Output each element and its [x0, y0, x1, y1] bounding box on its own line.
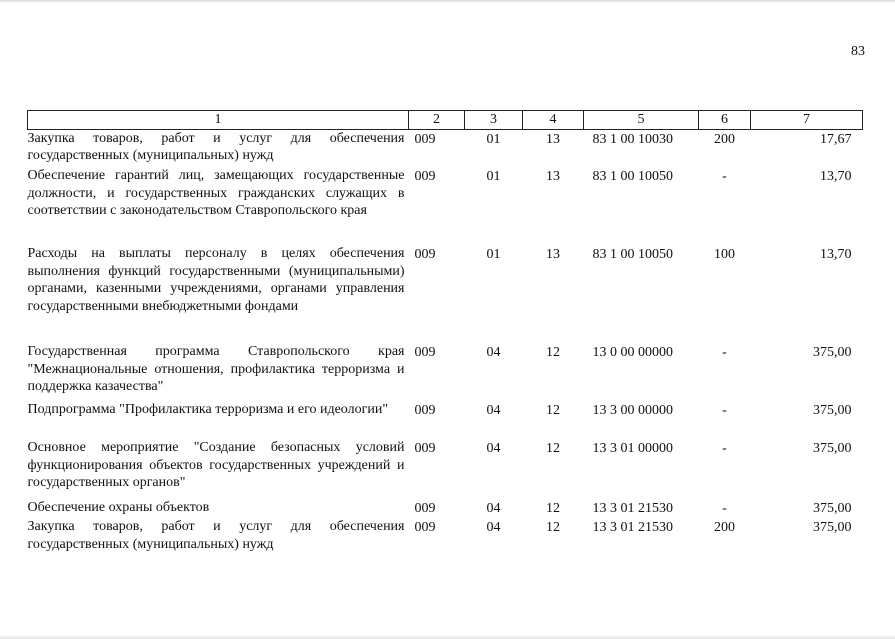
- table-body: [28, 129, 863, 556]
- row-amount: 375,00: [813, 501, 852, 516]
- row-ministry-code: 009: [414, 501, 436, 516]
- column-header-5: 5: [584, 111, 699, 130]
- row-subsection-code: 12: [546, 501, 560, 516]
- row-amount: 13,70: [820, 169, 852, 184]
- row-section-code: 01: [486, 247, 501, 262]
- row-expense-type: -: [722, 169, 727, 184]
- row-subsection-code: 13: [546, 169, 560, 184]
- table-row: [28, 518, 863, 556]
- row-description: Расходы на выплаты персоналу в целях обеспечения выполнения функций государственными (муниципальными) органами, казенными учреждениями, органами управления государственными внебюджетными фондами: [27, 246, 405, 314]
- table-row: [28, 439, 863, 499]
- row-amount: 17,67: [820, 131, 852, 147]
- row-expense-type: -: [722, 441, 727, 456]
- column-header-2: 2: [409, 111, 465, 130]
- row-subsection-code: 13: [546, 131, 560, 147]
- table-row: [28, 343, 863, 401]
- row-expense-type: 200: [714, 520, 735, 535]
- row-ministry-code: 009: [414, 247, 436, 262]
- row-description: Закупка товаров, работ и услуг для обеспечения государственных (муниципальных) нужд: [27, 519, 405, 552]
- table-header: [28, 111, 863, 130]
- row-expense-type: -: [722, 345, 727, 360]
- row-description: Государственная программа Ставропольского края "Межнациональные отношения, профилактика терроризма и поддержка казачества": [27, 344, 405, 394]
- row-target-article: 83 1 00 10030: [592, 131, 673, 147]
- row-target-article: 13 3 01 21530: [592, 520, 673, 535]
- table-row: [28, 499, 863, 518]
- scan-edge-top: [0, 0, 895, 3]
- budget-table: [27, 110, 863, 556]
- row-ministry-code: 009: [414, 345, 436, 360]
- row-target-article: 83 1 00 10050: [592, 247, 673, 262]
- row-section-code: 04: [486, 501, 501, 516]
- row-section-code: 04: [486, 520, 501, 535]
- row-description: Обеспечение охраны объектов: [27, 500, 210, 515]
- row-amount: 375,00: [813, 520, 852, 535]
- row-target-article: 13 3 01 21530: [592, 501, 673, 516]
- row-description: Обеспечение гарантий лиц, замещающих государственные должности, и государственных гражданских служащих в соответствии с законодательством Ставропольского края: [27, 168, 405, 218]
- row-section-code: 01: [486, 131, 501, 147]
- row-expense-type: -: [722, 501, 727, 516]
- row-subsection-code: 12: [546, 345, 560, 360]
- page-number: 83: [851, 44, 865, 59]
- column-header-7: 7: [751, 111, 863, 130]
- row-section-code: 04: [486, 345, 501, 360]
- row-subsection-code: 12: [546, 403, 560, 418]
- row-section-code: 01: [486, 169, 501, 184]
- row-target-article: 13 3 01 00000: [592, 441, 673, 456]
- table-row: [28, 167, 863, 245]
- row-target-article: 13 0 00 00000: [592, 345, 673, 360]
- row-ministry-code: 009: [414, 441, 436, 456]
- row-ministry-code: 009: [414, 131, 436, 147]
- table-row: [28, 401, 863, 439]
- row-subsection-code: 12: [546, 520, 560, 535]
- header-row: [28, 111, 863, 130]
- column-header-1: 1: [28, 111, 409, 130]
- row-ministry-code: 009: [414, 520, 436, 535]
- row-subsection-code: 12: [546, 441, 560, 456]
- row-subsection-code: 13: [546, 247, 560, 262]
- row-expense-type: -: [722, 403, 727, 418]
- row-expense-type: 100: [714, 247, 735, 262]
- table-row: [28, 245, 863, 343]
- row-target-article: 83 1 00 10050: [592, 169, 673, 184]
- column-header-6: 6: [699, 111, 751, 130]
- row-section-code: 04: [486, 441, 501, 456]
- row-ministry-code: 009: [414, 169, 436, 184]
- row-description: Подпрограмма "Профилактика терроризма и его идеологии": [27, 402, 389, 417]
- column-header-4: 4: [523, 111, 584, 130]
- row-amount: 375,00: [813, 345, 852, 360]
- table-row: [28, 129, 863, 167]
- row-description: Закупка товаров, работ и услуг для обеспечения государственных (муниципальных) нужд: [27, 130, 405, 163]
- row-description: Основное мероприятие "Создание безопасных условий функционирования объектов государственных учреждений и государственных органов": [27, 440, 405, 490]
- row-amount: 375,00: [813, 441, 852, 456]
- row-target-article: 13 3 00 00000: [592, 403, 673, 418]
- scan-edge-bottom: [0, 635, 895, 639]
- row-amount: 375,00: [813, 403, 852, 418]
- row-expense-type: 200: [714, 131, 735, 147]
- column-header-3: 3: [465, 111, 523, 130]
- row-ministry-code: 009: [414, 403, 436, 418]
- row-amount: 13,70: [820, 247, 852, 262]
- row-section-code: 04: [486, 403, 501, 418]
